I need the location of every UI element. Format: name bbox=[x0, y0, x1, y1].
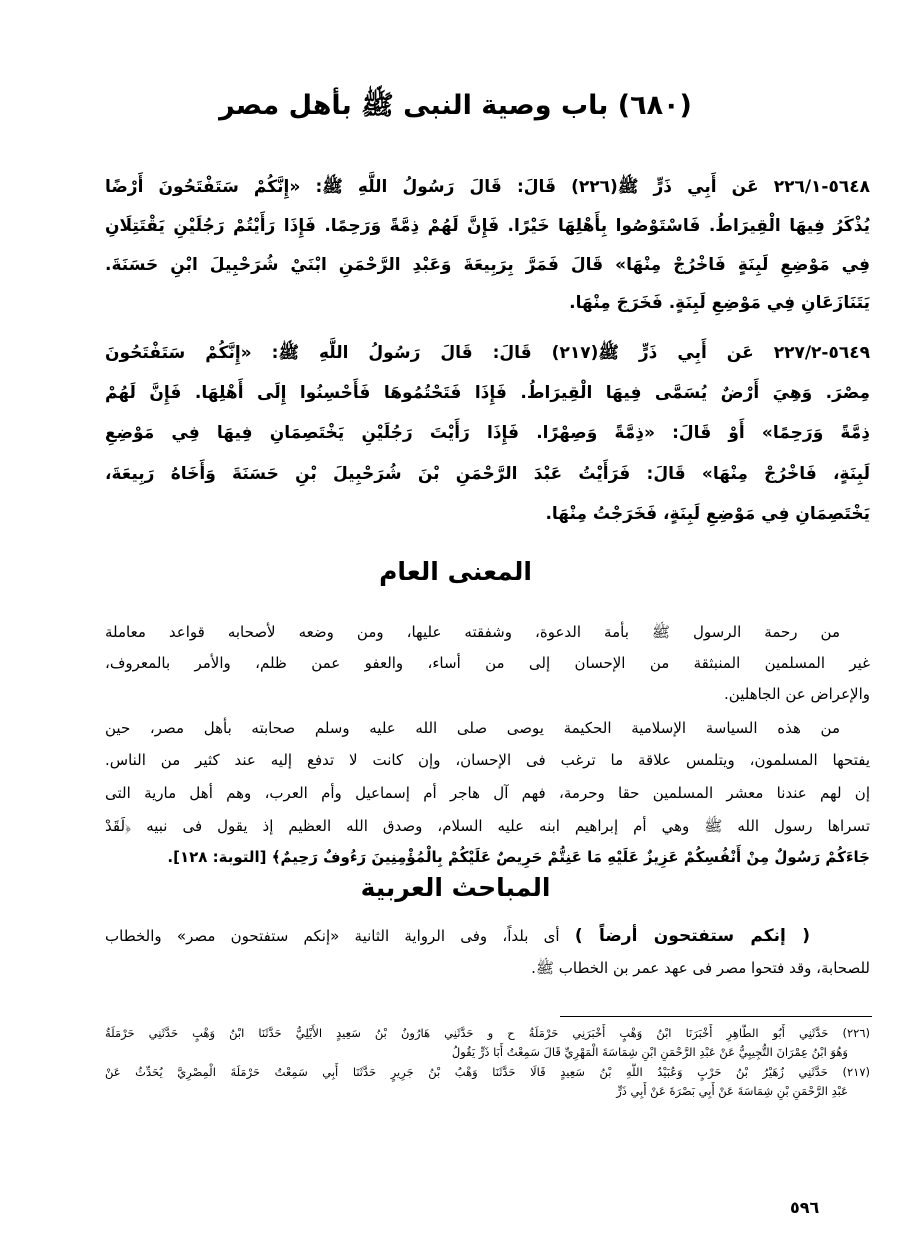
quran-verse-line: جَاءَكُمْ رَسُولٌ مِنْ أَنْفُسِكُمْ عَزِيزٌ عَلَيْهِ مَا عَنِتُّمْ حَرِيصٌ عَلَيْكُمْ بِالْمُؤْمِنِينَ رَءُوفٌ رَحِيمٌ﴾ [التوبة: ١٢٨]. bbox=[167, 848, 870, 866]
hadith-5649-line: ٥٦٤٩-٢٢٧/٢ عَن أَبِي ذَرٍّ ﷺ(٢١٧) قَالَ: قَالَ رَسُولُ اللَّهِ ﷺ: «إِنَّكُمْ سَتَفْتَحُونَ bbox=[105, 343, 870, 363]
hadith-5648-line: يَتَنَازَعَانِ فِي مَوْضِعِ لَبِنَةٍ. فَخَرَجَ مِنْهَا. bbox=[569, 293, 870, 313]
hadith-5648-line: فِي مَوْضِعِ لَبِنَةٍ فَاخْرُجْ مِنْهَا» قَالَ فَمَرَّ بِرَبِيعَةَ وَعَبْدِ الرَّحْمَنِ ابْنَيْ شُرَحْبِيلَ ابْنِ حَسَنَةَ. bbox=[105, 255, 870, 275]
general-meaning-line: من هذه السياسة الإسلامية الحكيمة يوصى صلى الله عليه وسلم صحابته بأهل مصر، حين bbox=[105, 719, 840, 737]
hadith-5648-line: يُذْكَرُ فِيهَا الْقِيرَاطُ. فَاسْتَوْصُوا بِأَهْلِهَا خَيْرًا. فَإِنَّ لَهُمْ ذِمَّةً وَرَحِمًا. فَإِذَا رَأَيْتُمْ رَجُلَيْنِ يَقْتَتِلَانِ bbox=[105, 216, 870, 236]
chapter-title: (٦٨٠) باب وصية النبى ﷺ بأهل مصر bbox=[219, 90, 692, 121]
hadith-5649-line: ذِمَّةً وَرَحِمًا» أَوْ قَالَ: «ذِمَّةً وَصِهْرًا. فَإِذَا رَأَيْتَ رَجُلَيْنِ يَخْتَصِمَانِ فِيهَا فِي مَوْضِعِ bbox=[105, 423, 870, 443]
footnote-226: (٢٢٦) حَدَّثَنِي أَبُو الطَّاهِرِ أَخْبَرَنَا ابْنُ وَهْبٍ أَخْبَرَنِي حَرْمَلَةُ ح و حَدَّثَنِي هَارُونُ بْنُ سَعِيدٍ الأَيْلِيُّ حَدَّثَنَا ابْنُ وَهْبٍ حَدَّثَنِي حَرْمَلَةُ bbox=[105, 1026, 870, 1040]
general-meaning-line: يفتحها المسلمون، ويتلمس علاقة ما ترغب فى الإحسان، وإن كانت لا تدفع إليه عند كثير من الناس. bbox=[105, 751, 870, 769]
footnote-217: (٢١٧) حَدَّثَنِي زُهَيْرُ بْنُ حَرْبٍ وَعُبَيْدُ اللَّهِ بْنُ سَعِيدٍ قَالَا حَدَّثَنَا وَهْبُ بْنُ جَرِيرٍ حَدَّثَنَا أَبِي سَمِعْتُ حَرْمَلَةَ الْمِصْرِيَّ يُحَدِّثُ عَنْ bbox=[105, 1065, 870, 1079]
page-number: ٥٩٦ bbox=[790, 1198, 820, 1217]
footnote-226-cont: وَهُوَ ابْنُ عِمْرَانَ التُّجِيبِيُّ عَنْ عَبْدِ الرَّحْمَنِ ابْنِ شِمَاسَةَ الْمَهْرِيِّ قَالَ سَمِعْتُ أَبَا ذَرٍّ يَقُولُ bbox=[451, 1045, 848, 1059]
linguistic-line bbox=[105, 922, 870, 950]
general-meaning-line: إن لهم عندنا معشر المسلمين حقا وحرمة، فهم آل هاجر أم إسماعيل وأم العرب، وهم أهل مارية التى bbox=[105, 784, 870, 802]
footnote-divider bbox=[560, 1016, 872, 1017]
section-heading-general-meaning: المعنى العام bbox=[379, 557, 532, 586]
general-meaning-line: من رحمة الرسول ﷺ بأمة الدعوة، وشفقته عليها، ومن وضعه لأصحابه قواعد معاملة bbox=[105, 623, 840, 641]
section-heading-linguistic: المباحث العربية bbox=[360, 873, 551, 902]
hadith-5648-line: ٥٦٤٨-٢٢٦/١ عَن أَبِي ذَرٍّ ﷺ(٢٢٦) قَالَ: قَالَ رَسُولُ اللَّهِ ﷺ: «إِنَّكُمْ سَتَفْتَحُونَ أَرْضًا bbox=[105, 177, 870, 197]
linguistic-text: أى بلداً، وفى الرواية الثانية «إنكم ستفتحون مصر» والخطاب bbox=[105, 927, 560, 945]
general-meaning-line: غير المسلمين المنبثقة من الإحسان إلى من أساء، والعفو عمن ظلم، والأمر بالمعروف، bbox=[105, 654, 870, 672]
general-meaning-line: والإعراض عن الجاهلين. bbox=[724, 685, 870, 703]
hadith-5649-line: يَخْتَصِمَانِ فِي مَوْضِعِ لَبِنَةٍ، فَخَرَجْتُ مِنْهَا. bbox=[545, 504, 870, 524]
keyword-phrase: ( إنكم ستفتحون أرضاً ) bbox=[574, 926, 810, 946]
footnote-217-cont: عَبْدِ الرَّحْمَنِ بْنِ شِمَاسَةَ عَنْ أَبِي بَصْرَةَ عَنْ أَبِي ذَرٍّ bbox=[616, 1084, 848, 1098]
linguistic-line: للصحابة، وقد فتحوا مصر فى عهد عمر بن الخطاب ﷺ. bbox=[531, 959, 870, 977]
general-meaning-line: تسراها رسول الله ﷺ وهي أم إبراهيم ابنه عليه السلام، وصدق الله العظيم إذ يقول فى نبيه ﴿لَقَدْ bbox=[105, 817, 870, 835]
hadith-5649-line: لَبِنَةٍ، فَاخْرُجْ مِنْهَا» قَالَ: فَرَأَيْتُ عَبْدَ الرَّحْمَنِ بْنَ شُرَحْبِيلَ بْنِ حَسَنَةَ وَأَخَاهُ رَبِيعَةَ، bbox=[105, 464, 870, 484]
hadith-5649-line: مِصْرَ. وَهِيَ أَرْضٌ يُسَمَّى فِيهَا الْقِيرَاطُ. فَإِذَا فَتَحْتُمُوهَا فَأَحْسِنُوا إِلَى أَهْلِهَا. فَإِنَّ لَهُمْ bbox=[105, 383, 870, 403]
